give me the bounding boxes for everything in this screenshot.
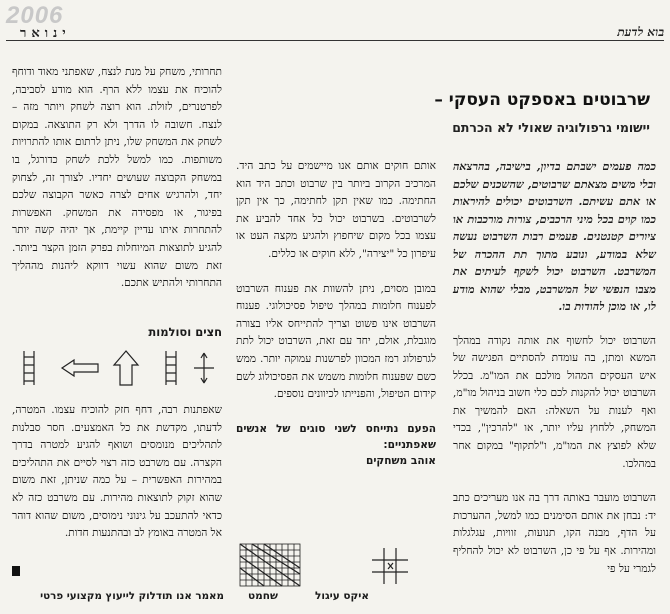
ladder-icon <box>166 351 176 385</box>
ladder-icon <box>24 351 34 385</box>
footer-note: מאמר אנו תודלוק לייעוץ מקצועי פרטי <box>40 590 224 602</box>
chess-doodle <box>240 544 300 586</box>
body-paragraph: תחרותי, משחק על מנת לנצח, שאפתני מאוד ודוחף להוכיח את עצמו ללא הרף. הוא מודע לסביבה, לפרטנרים, לזולת. הוא רוצה לשחק ויותר מזה – לנצח. חשובה לו הדרך ולא רק התוצאה. במקום לשחק את המשחק שלו, ניתן לרתום אותו להתרויות משותפות. כמו למשל ללכת לשחק כדורגל, בו במשחק הקבוצה שעושים יחדיו. לצורך זה, לצחוק יחד, ולהרגיש אחים לצרה כאשר הקבוצה שלכם בפיגור, או מפסידה את המשחק. האפשרות להתחרות איתו עדיין קיימת, אך יהיה קשה יותר להגיע לתוצאות המיוחלות בפרק הזמן הקצר ביותר. זאת משום שהוא עשוי דווקא ליהנות מההליך התחרותי ולהתיש אתכם. <box>12 66 222 290</box>
chess-label: שחמט <box>248 590 278 602</box>
body-paragraph: שאפתנות רבה, דחף חזק להוכיח עצמו. המטרה, לדעתו, מקדשת את כל האמצעים. חסר סבלנות לתהליכים מנומסים ושואף להגיע למטרה בדרך הקצרה. עם משרבט כזה רצוי לסיים את התהליכים במהירות האפשרית – על כמה שניתן, זאת משום שהוא זקוק לתוצאות מהירות. עם משרבט כזה לא כדאי להתעכב על גינוני נימוסים, משום שהוא דוהר אל המטרה באומץ לב ובהתנעות חדות. <box>12 404 222 540</box>
section-title: בוא לדעת <box>617 25 664 39</box>
article-subtitle: יישומי גרפולוגיה שאולי לא הכרתם <box>452 120 650 135</box>
intro-paragraph: כמה פעמים ישבתם בדיון, בישיבה, בהרצאה ובלי משים מצאתם שרבוטים, שהשכנים שלכם או אתם עשיתם. השרבוטים יכולים להיראות כמו קוים בכל מיני הרכבים, צורות מורכבות או ציורים קטנטנים. פעמים רבות השרבוט נעשה שלא במודע, ונובע מתוך תת ההכרה של המשרבט. השרבוט יכול לשקף לעיתים את מצבו הנפשי של המשרבט, מבלי שהוא מודע לו, או מוכן להודות בו. <box>453 159 656 313</box>
question-heading <box>236 421 436 469</box>
issue-month: ינואר <box>20 26 71 41</box>
cross-arrows-icon <box>194 353 214 383</box>
body-paragraph: השרבוט יכול לחשוף את אותה נקודה במהלך המשא ומתן, בה עומדת להסתיים הפגישה של איש העסקים המהול מולכם את המו"מ. בכלל השרבוט יכול להקנות לכם כלי חשוב בניהול מו"מ, ואף לענות על השאלה: האם להמשיך את המשחק, ללחוץ עליו יותר, או "להרכין", בכדי שלא לפוצץ את המו"מ, ו"לתקוף" במקום אחר במהלכו. <box>453 334 656 470</box>
article-title: שרבוטים באספקט העסקי – <box>434 90 650 110</box>
question-text: הפעם נתייחס לשני סוגים של אנשים שאפתניים: <box>236 422 436 451</box>
arrows-ladders-doodles <box>16 345 216 395</box>
arrow-left-icon <box>62 360 98 376</box>
arrow-up-icon <box>114 351 138 385</box>
body-paragraph: אותם חוקים אותם אנו מיישמים על כתב היד. המרכיב הקרוב ביותר בין שרבוט וכתב היד הוא החתימה. כמו שאין תקן לחתימה, כך אין תקן לשרבוטים. בשרבוט יכול כל אחד להביע את עצמו בכל מקום שיחפוץ ולהגיע מקצה העט או עיפרון כל "יצירה", ללא חוקים או כללים. <box>236 160 436 260</box>
section-heading: חצים וסולמות <box>148 325 222 339</box>
right-column <box>453 158 656 595</box>
tic-tac-toe-doodle <box>372 548 408 584</box>
left-column-lower <box>12 402 222 560</box>
end-mark <box>12 566 20 576</box>
middle-column <box>236 158 436 469</box>
left-column <box>12 64 222 310</box>
tic-tac-toe-label: איקס עיגול <box>315 590 369 602</box>
header-divider <box>6 40 664 41</box>
body-paragraph: השרבוט מועבר באותה דרך בה אנו מעריכים כתב יד: נבחן את אותם הסימנים כמו למשל, ההערכות על הדף, מבנה הקו, תנועות, זוויות, עגלגלות ומהירות. אף על פי כן, השרבוט לא יכול להחליף לגמרי על פי <box>453 492 656 575</box>
body-paragraph: במובן מסוים, ניתן להשוות את פענוח השרבוט לפענוח חלומות במהלך טיפול פסיכולוגי. פענוח השרבוט אינו פשוט וצריך להתייחס אליו בצורה מוגבלת, אולם, יחד עם זאת, השרבוט יכול לתת לגרפולוג רמז המכוון לפרשנות עמוקה יותר. ממש כשם שפענוח חלומות משמש את הפסיכולוג לשם קידום הטיפול, והפנייתו לכיוונים נוספים. <box>236 282 436 401</box>
type-label: אוהב משחקים <box>365 454 436 467</box>
issue-year: 2006 <box>6 2 64 29</box>
